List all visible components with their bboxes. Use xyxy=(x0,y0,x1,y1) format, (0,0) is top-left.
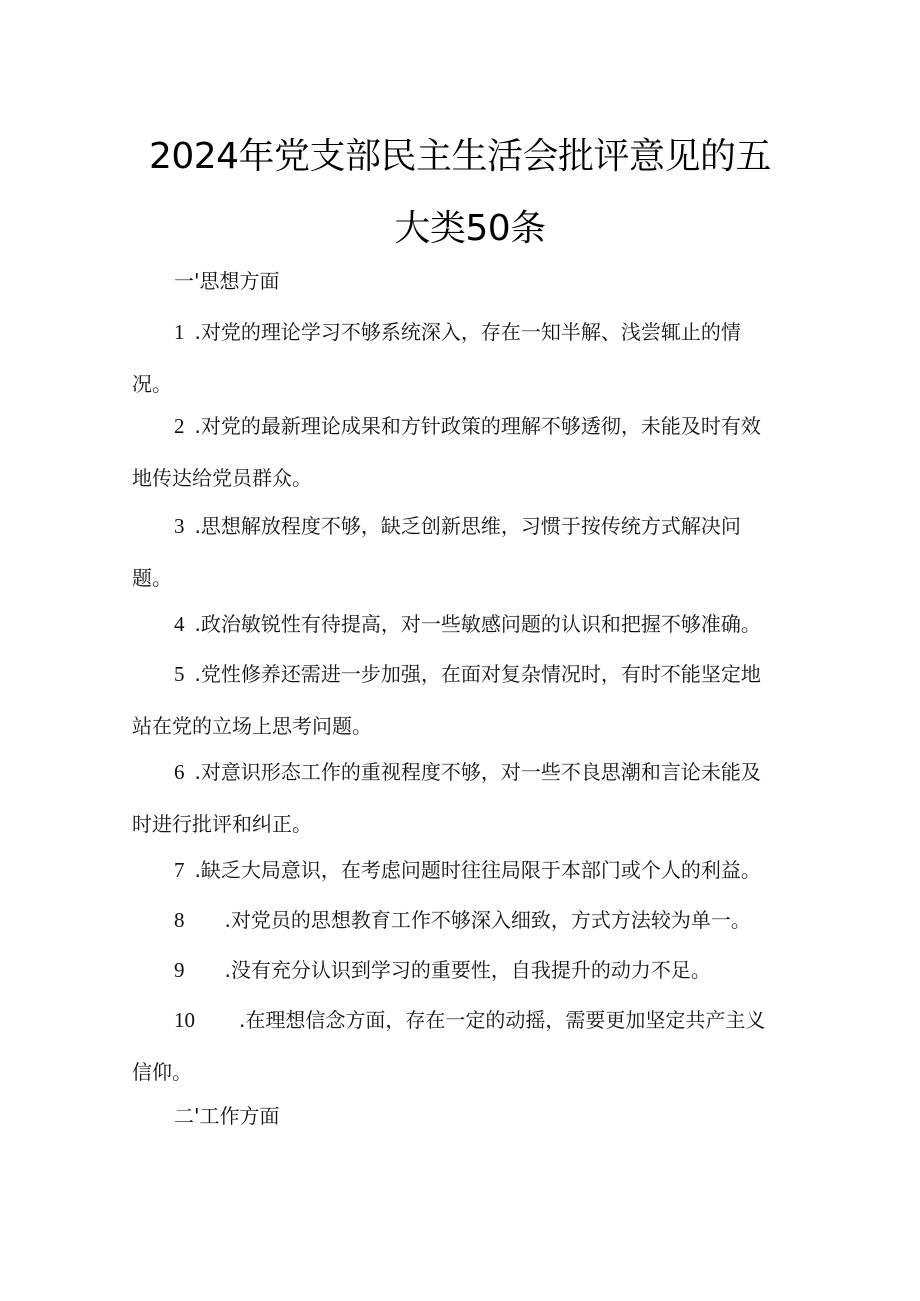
item-text: .思想解放程度不够，缺乏创新思维，习惯于按传统方式解决问 xyxy=(194,514,741,538)
item-number: 6 xyxy=(174,760,185,784)
item-text: .对党的理论学习不够系统深入，存在一知半解、浅尝辄止的情 xyxy=(194,320,741,344)
list-item-10 xyxy=(132,994,782,1098)
item-text: .缺乏大局意识，在考虑问题时往往局限于本部门或个人的利益。 xyxy=(194,858,761,882)
item-text-continued: 时进行批评和纠正。 xyxy=(132,812,312,836)
list-item-2 xyxy=(132,400,782,504)
item-text-continued: 况。 xyxy=(132,372,172,396)
item-text-continued: 信仰。 xyxy=(132,1060,192,1084)
item-text-continued: 题。 xyxy=(132,566,172,590)
list-item-9 xyxy=(132,944,782,996)
list-item-4 xyxy=(132,598,782,650)
item-text: .政治敏锐性有待提高，对一些敏感问题的认识和把握不够准确。 xyxy=(194,612,761,636)
item-number: 8 xyxy=(174,908,185,932)
document-title-line-1: 2024年党支部民主生活会批评意见的五 xyxy=(148,136,772,177)
item-number: 2 xyxy=(174,414,185,438)
list-item-6 xyxy=(132,746,782,850)
list-item-3 xyxy=(132,500,782,604)
item-number: 5 xyxy=(174,662,185,686)
item-text: .对党员的思想教育工作不够深入细致，方式方法较为单一。 xyxy=(224,908,751,932)
list-item-8 xyxy=(132,894,782,946)
item-text: .对意识形态工作的重视程度不够，对一些不良思潮和言论未能及 xyxy=(194,760,761,784)
list-item-5 xyxy=(132,648,782,752)
list-item-7 xyxy=(132,844,782,896)
item-text: .对党的最新理论成果和方针政策的理解不够透彻，未能及时有效 xyxy=(194,414,761,438)
list-item-1 xyxy=(132,306,782,410)
item-number: 10 xyxy=(174,1008,195,1032)
item-number: 4 xyxy=(174,612,185,636)
item-text: .在理想信念方面，存在一定的动摇，需要更加坚定共产主义 xyxy=(239,1008,766,1032)
item-number: 1 xyxy=(174,320,185,344)
item-number: 9 xyxy=(174,958,185,982)
document-title-line-2: 大类50条 xyxy=(394,208,546,249)
item-number: 7 xyxy=(174,858,185,882)
section-heading-thought: 一'思想方面 xyxy=(174,269,280,293)
item-text-continued: 站在党的立场上思考问题。 xyxy=(132,714,372,738)
item-text: .没有充分认识到学习的重要性，自我提升的动力不足。 xyxy=(224,958,711,982)
item-text-continued: 地传达给党员群众。 xyxy=(132,466,312,490)
item-text: .党性修养还需进一步加强，在面对复杂情况时，有时不能坚定地 xyxy=(194,662,761,686)
item-number: 3 xyxy=(174,514,185,538)
section-heading-work: 二'工作方面 xyxy=(174,1104,280,1128)
